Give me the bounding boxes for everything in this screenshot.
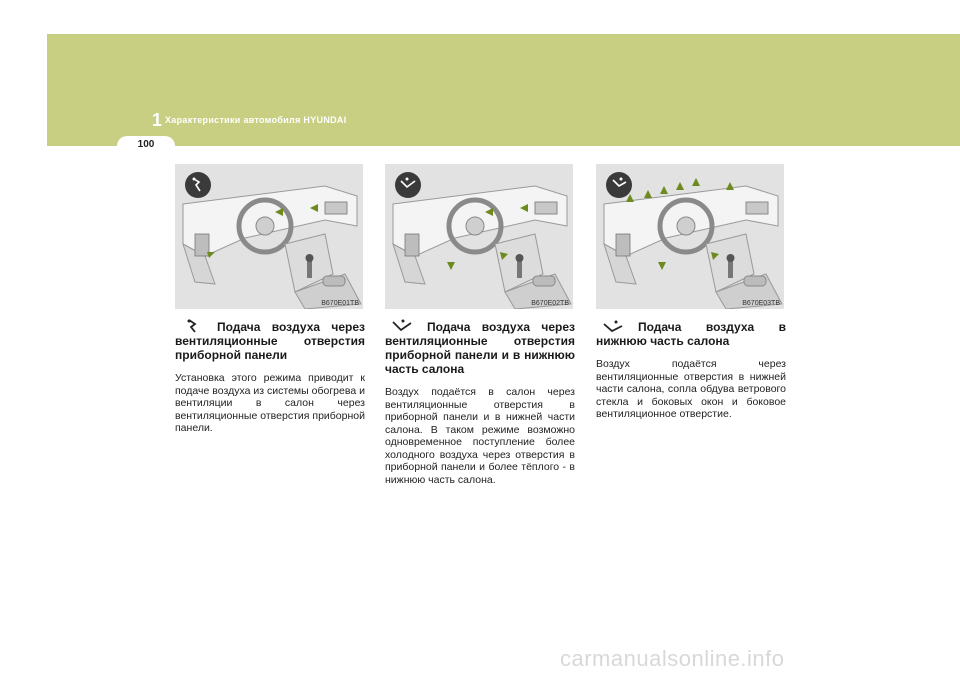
chapter-number: 1 (152, 110, 163, 130)
page-number: 100 (137, 139, 155, 150)
section-title: Подача воздуха в нижнюю часть салона (596, 320, 786, 348)
face-floor-vent-icon (395, 172, 421, 198)
header-band (47, 34, 960, 146)
section-face-floor-vent (385, 164, 575, 486)
figure-floor-vent (596, 164, 784, 309)
chapter-title: Характеристики автомобиля HYUNDAI (165, 115, 347, 125)
figure-face-vent (175, 164, 363, 309)
airflow-arrow (447, 262, 455, 270)
airflow-arrow (676, 182, 684, 190)
floor-vent-icon (600, 319, 626, 333)
airflow-arrow (726, 182, 734, 190)
airflow-arrow (660, 186, 668, 194)
airflow-arrow (644, 190, 652, 198)
face-floor-vent-icon (389, 319, 415, 333)
watermark: carmanualsonline.info (560, 646, 785, 671)
figure-face-floor-vent (385, 164, 573, 309)
floor-vent-icon (606, 172, 632, 198)
section-body: Воздух подаётся через вентиляционные отверстия в нижней части салона, сопла обдува ветрового стекла и боковых окон и боковое вентиляционное отверстие. (596, 358, 786, 420)
figure-code: B670E03TB (742, 300, 780, 307)
section-title: Подача воздуха через вентиляционные отверстия приборной панели и в нижнюю часть салона (385, 320, 575, 376)
airflow-arrow (207, 252, 215, 258)
face-vent-icon (179, 319, 205, 333)
page-tab (117, 136, 175, 156)
section-title: Подача воздуха через вентиляционные отверстия приборной панели (175, 320, 365, 362)
section-floor-vent (596, 164, 786, 421)
airflow-arrow (658, 262, 666, 270)
section-body: Установка этого режима приводит к подаче воздуха из системы обогрева и вентиляции в салон через вентиляционные отверстия приборной панели. (175, 372, 365, 434)
section-face-vent (175, 164, 365, 435)
airflow-arrow (692, 178, 700, 186)
section-body: Воздух подаётся в салон через вентиляционные отверстия в приборной панели и в нижней части салона. В таком режиме возможно одновременное поступление более холодного воздуха через отверстия в приборной панели и более тёплого - в нижнюю часть салона. (385, 386, 575, 486)
figure-code: B670E02TB (531, 300, 569, 307)
face-vent-icon (185, 172, 211, 198)
figure-code: B670E01TB (321, 300, 359, 307)
